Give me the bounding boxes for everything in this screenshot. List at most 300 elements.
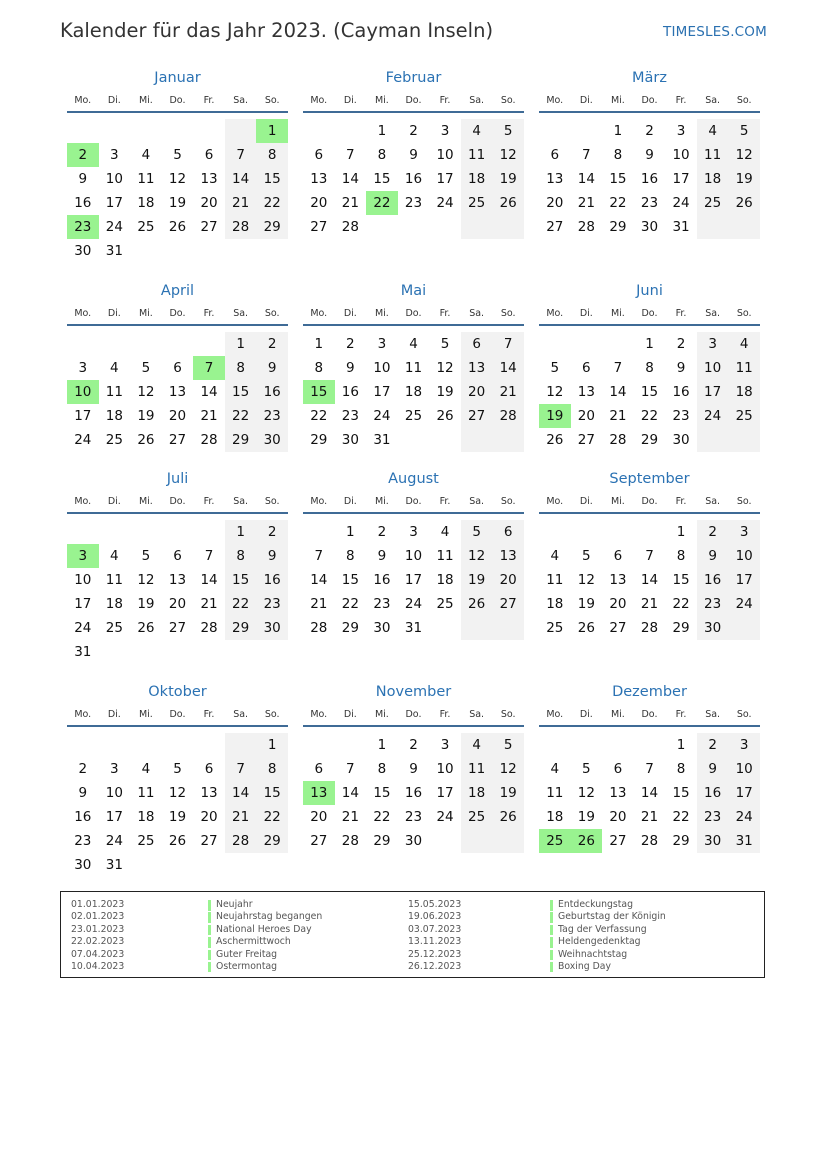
calendar-day: 11: [735, 360, 753, 376]
calendar-day: 16: [672, 384, 690, 400]
calendar-day: 5: [503, 123, 513, 139]
calendar-day: 7: [236, 147, 245, 163]
weekday-label: Di.: [107, 496, 121, 507]
calendar-day: 20: [168, 408, 187, 424]
legend-date: 01.01.2023: [71, 899, 125, 910]
calendar-day: 29: [341, 620, 359, 636]
calendar-day: 1: [377, 737, 387, 753]
month-divider: [67, 725, 288, 727]
calendar-day: 19: [468, 572, 486, 588]
calendar-day: 18: [704, 171, 722, 187]
weekday-label: Mo.: [546, 95, 564, 106]
legend-date: 26.12.2023: [408, 960, 462, 972]
calendar-day: 17: [436, 785, 454, 801]
calendar-day: 6: [204, 147, 214, 163]
calendar-day: 23: [341, 408, 359, 424]
calendar-day: 16: [373, 572, 391, 588]
calendar-day: 5: [582, 548, 591, 564]
weekday-label: Sa.: [469, 496, 485, 507]
calendar-day: 7: [503, 336, 513, 352]
calendar-day: 25: [105, 620, 123, 636]
calendar-day: 21: [310, 596, 328, 612]
calendar-day: 26: [546, 432, 564, 448]
calendar-day: 30: [263, 432, 281, 448]
calendar-day: 22: [609, 195, 627, 211]
calendar-day: 4: [708, 123, 717, 139]
calendar-day: 10: [735, 761, 753, 777]
calendar-day: 4: [409, 336, 418, 352]
calendar-day: 21: [341, 195, 359, 211]
calendar-day: 2: [409, 123, 418, 139]
calendar-day: 17: [672, 171, 690, 187]
calendar-day: 10: [436, 147, 454, 163]
calendar-day: 27: [168, 432, 187, 448]
weekday-label: So.: [736, 308, 752, 319]
month-name: März: [632, 70, 667, 86]
calendar-day: 17: [704, 384, 722, 400]
calendar-day: 26: [168, 219, 187, 235]
calendar-day: 9: [267, 548, 277, 564]
month-name: Oktober: [148, 684, 207, 700]
calendar-day: 28: [499, 408, 517, 424]
weekday-label: Di.: [107, 709, 121, 720]
calendar-day: 3: [110, 761, 119, 777]
calendar-day: 12: [577, 572, 595, 588]
weekday-label: So.: [264, 496, 280, 507]
holiday-day: 1: [256, 119, 288, 143]
weekday-label: Sa.: [705, 95, 721, 106]
calendar-day: 12: [168, 785, 187, 801]
calendar-day: 24: [74, 620, 92, 636]
calendar-day: 24: [105, 833, 123, 849]
calendar-day: 20: [310, 195, 328, 211]
calendar-day: 18: [546, 596, 564, 612]
holiday-day: 26: [571, 829, 603, 853]
calendar-day: 13: [168, 572, 187, 588]
calendar-day: 28: [232, 833, 250, 849]
weekday-label: So.: [500, 709, 516, 720]
calendar-day: 16: [74, 809, 92, 825]
month-divider: [303, 512, 524, 514]
calendar-day: 4: [472, 123, 481, 139]
weekday-label: Sa.: [233, 308, 249, 319]
calendar-day: 24: [373, 408, 391, 424]
calendar-day: 20: [499, 572, 517, 588]
calendar-day: 21: [341, 809, 359, 825]
weekday-label: Mi.: [138, 308, 153, 319]
calendar-day: 2: [346, 336, 355, 352]
calendar-day: 16: [404, 171, 423, 187]
calendar-day: 12: [137, 572, 155, 588]
calendar-day: 16: [404, 785, 423, 801]
calendar-day: 5: [141, 360, 151, 376]
calendar-day: 1: [346, 524, 355, 540]
weekday-label: So.: [736, 709, 752, 720]
calendar-day: 2: [78, 761, 88, 777]
weekday-label: Fr.: [203, 308, 215, 319]
weekday-label: Fr.: [439, 95, 451, 106]
month-4: [67, 283, 288, 503]
calendar-day: 11: [546, 572, 564, 588]
calendar-day: 19: [577, 596, 595, 612]
holiday-legend: [60, 891, 765, 978]
calendar-day: 31: [105, 857, 123, 873]
calendar-day: 13: [546, 171, 564, 187]
calendar-day: 9: [409, 147, 418, 163]
calendar-day: 29: [232, 620, 250, 636]
weekday-label: Sa.: [469, 709, 485, 720]
calendar-day: 3: [708, 336, 717, 352]
calendar-day: 12: [577, 785, 595, 801]
calendar-day: 12: [436, 360, 454, 376]
weekday-label: So.: [264, 95, 280, 106]
calendar-day: 18: [137, 809, 155, 825]
holiday-day: 22: [366, 191, 398, 215]
weekday-label: Mi.: [374, 709, 389, 720]
calendar-day: 4: [440, 524, 450, 540]
calendar-day: 26: [137, 620, 155, 636]
weekday-label: Mi.: [138, 709, 153, 720]
calendar-day: 20: [468, 384, 486, 400]
calendar-day: 23: [704, 596, 722, 612]
calendar-day: 21: [232, 195, 250, 211]
calendar-day: 29: [672, 620, 690, 636]
month-divider: [303, 725, 524, 727]
calendar-day: 8: [377, 147, 387, 163]
legend-date: 03.07.2023: [408, 923, 462, 935]
legend-date: 02.01.2023: [71, 911, 125, 923]
weekday-label: Di.: [343, 95, 357, 106]
calendar-day: 26: [499, 195, 517, 211]
weekday-label: Do.: [405, 308, 422, 319]
month-8: [303, 471, 524, 691]
calendar-day: 12: [137, 384, 155, 400]
month-10: [67, 684, 288, 904]
calendar-day: 23: [263, 596, 281, 612]
calendar-day: 29: [373, 833, 391, 849]
calendar-day: 28: [577, 219, 595, 235]
weekday-label: Do.: [641, 709, 658, 720]
calendar-day: 17: [436, 171, 454, 187]
calendar-day: 19: [137, 596, 155, 612]
calendar-day: 14: [640, 785, 659, 801]
calendar-day: 8: [676, 548, 686, 564]
calendar-day: 20: [310, 809, 328, 825]
calendar-day: 25: [105, 432, 123, 448]
calendar-day: 12: [468, 548, 486, 564]
weekday-label: Di.: [579, 308, 593, 319]
calendar-day: 1: [236, 524, 245, 540]
calendar-day: 2: [708, 524, 717, 540]
calendar-day: 31: [404, 620, 423, 636]
month-name: Juli: [166, 471, 189, 487]
calendar-day: 24: [404, 596, 423, 612]
calendar-day: 15: [672, 572, 690, 588]
calendar-day: 3: [739, 737, 749, 753]
weekday-label: So.: [736, 496, 752, 507]
calendar-day: 1: [236, 336, 245, 352]
weekday-label: So.: [500, 95, 516, 106]
calendar-day: 14: [200, 384, 218, 400]
weekday-label: Mo.: [310, 95, 328, 106]
weekday-label: Mi.: [610, 496, 625, 507]
calendar-day: 29: [672, 833, 690, 849]
calendar-day: 7: [645, 548, 654, 564]
calendar-day: 27: [468, 408, 486, 424]
calendar-day: 1: [613, 123, 623, 139]
calendar-day: 19: [137, 408, 155, 424]
calendar-day: 5: [739, 123, 749, 139]
calendar-day: 25: [436, 596, 454, 612]
calendar-day: 13: [609, 785, 627, 801]
calendar-day: 15: [609, 171, 627, 187]
calendar-day: 19: [168, 195, 187, 211]
calendar-day: 8: [236, 360, 245, 376]
calendar-day: 31: [735, 833, 753, 849]
calendar-day: 11: [704, 147, 722, 163]
legend-holiday-name: Entdeckungstag: [550, 899, 666, 911]
calendar-day: 21: [577, 195, 595, 211]
weekday-label: Fr.: [675, 308, 687, 319]
calendar-day: 27: [546, 219, 564, 235]
calendar-day: 10: [704, 360, 722, 376]
calendar-day: 11: [105, 384, 123, 400]
weekday-label: Fr.: [675, 496, 687, 507]
calendar-day: 23: [404, 195, 423, 211]
weekday-label: Do.: [405, 496, 422, 507]
calendar-day: 10: [404, 548, 423, 564]
calendar-day: 6: [613, 548, 623, 564]
calendar-day: 9: [377, 548, 387, 564]
calendar-day: 1: [645, 336, 654, 352]
calendar-day: 14: [577, 171, 595, 187]
calendar-day: 24: [105, 219, 123, 235]
calendar-day: 28: [341, 219, 359, 235]
calendar-day: 18: [735, 384, 753, 400]
calendar-day: 16: [640, 171, 659, 187]
weekday-label: Mi.: [138, 95, 153, 106]
calendar-day: 10: [105, 171, 123, 187]
calendar-day: 13: [200, 785, 218, 801]
calendar-day: 24: [436, 809, 454, 825]
month-name: August: [388, 471, 439, 487]
calendar-day: 24: [704, 408, 722, 424]
calendar-day: 12: [168, 171, 187, 187]
legend-holiday-name: Geburtstag der Königin: [550, 911, 666, 923]
weekday-label: Sa.: [705, 709, 721, 720]
weekday-label: Di.: [343, 308, 357, 319]
month-divider: [67, 111, 288, 113]
calendar-day: 16: [263, 572, 281, 588]
calendar-day: 3: [440, 737, 450, 753]
month-divider: [539, 324, 760, 326]
calendar-day: 20: [200, 809, 218, 825]
weekday-label: Do.: [405, 709, 422, 720]
calendar-day: 28: [310, 620, 328, 636]
weekday-label: Mi.: [374, 308, 389, 319]
calendar-day: 22: [341, 596, 359, 612]
weekday-label: Mo.: [310, 496, 328, 507]
calendar-day: 17: [74, 596, 92, 612]
calendar-day: 3: [78, 360, 88, 376]
calendar-day: 25: [137, 833, 155, 849]
calendar-day: 4: [739, 336, 749, 352]
legend-holiday-name: Heldengedenktag: [550, 936, 666, 948]
weekday-label: Mi.: [374, 496, 389, 507]
calendar-day: 8: [377, 761, 387, 777]
calendar-day: 16: [341, 384, 359, 400]
month-name: November: [375, 684, 452, 700]
calendar-day: 30: [704, 833, 722, 849]
calendar-day: 4: [472, 737, 481, 753]
calendar-day: 12: [735, 147, 753, 163]
calendar-day: 14: [640, 572, 659, 588]
weekday-label: Mo.: [546, 496, 564, 507]
calendar-day: 10: [373, 360, 391, 376]
calendar-day: 29: [232, 432, 250, 448]
calendar-day: 5: [173, 147, 182, 163]
weekday-label: So.: [500, 496, 516, 507]
calendar-day: 15: [263, 171, 281, 187]
weekday-label: Mo.: [310, 709, 328, 720]
calendar-day: 13: [577, 384, 595, 400]
month-name: Mai: [400, 283, 427, 299]
calendar-day: 1: [267, 737, 277, 753]
calendar-day: 14: [232, 785, 250, 801]
calendar-day: 3: [409, 524, 418, 540]
weekday-label: Sa.: [705, 308, 721, 319]
calendar-day: 8: [267, 147, 277, 163]
weekday-label: Do.: [169, 709, 186, 720]
holiday-day: 23: [67, 215, 99, 239]
legend-dates-col-2: [408, 899, 461, 973]
calendar-day: 7: [346, 147, 355, 163]
calendar-day: 2: [645, 123, 654, 139]
calendar-day: 29: [640, 432, 659, 448]
calendar-day: 11: [137, 785, 155, 801]
calendar-day: 23: [640, 195, 659, 211]
calendar-day: 24: [735, 596, 753, 612]
month-3: [539, 70, 760, 290]
weekday-label: Fr.: [203, 709, 215, 720]
weekday-label: Mi.: [610, 95, 625, 106]
calendar-day: 17: [404, 572, 423, 588]
month-12: [539, 684, 760, 904]
weekday-label: Fr.: [203, 95, 215, 106]
calendar-day: 22: [672, 596, 690, 612]
month-name: Februar: [385, 70, 442, 86]
calendar-day: 5: [440, 336, 450, 352]
weekday-label: Di.: [579, 709, 593, 720]
calendar-day: 30: [263, 620, 281, 636]
weekday-label: Do.: [641, 496, 658, 507]
calendar-day: 9: [267, 360, 277, 376]
calendar-day: 7: [204, 548, 214, 564]
weekday-label: So.: [264, 308, 280, 319]
legend-holiday-name: Guter Freitag: [208, 949, 322, 961]
site-link[interactable]: TIMESLES.COM: [663, 24, 767, 40]
month-divider: [67, 512, 288, 514]
calendar-day: 26: [577, 620, 595, 636]
calendar-day: 10: [735, 548, 753, 564]
calendar-day: 13: [609, 572, 627, 588]
legend-names-col-2: [550, 899, 666, 973]
legend-holiday-name: Boxing Day: [550, 961, 666, 973]
calendar-day: 30: [404, 833, 423, 849]
month-2: [303, 70, 524, 290]
calendar-day: 16: [263, 384, 281, 400]
calendar-day: 30: [640, 219, 659, 235]
legend-date: 25.12.2023: [408, 948, 462, 960]
calendar-day: 18: [105, 408, 123, 424]
calendar-day: 15: [373, 785, 391, 801]
calendar-day: 13: [200, 171, 218, 187]
legend-names-col-1: [208, 899, 322, 973]
calendar-day: 4: [141, 147, 151, 163]
calendar-day: 11: [137, 171, 155, 187]
calendar-day: 11: [404, 360, 423, 376]
legend-date: 13.11.2023: [408, 936, 462, 948]
calendar-day: 2: [377, 524, 387, 540]
calendar-day: 20: [200, 195, 218, 211]
calendar-day: 6: [550, 147, 560, 163]
calendar-day: 19: [499, 171, 517, 187]
calendar-day: 9: [409, 761, 418, 777]
weekday-label: Fr.: [439, 709, 451, 720]
calendar-day: 20: [609, 809, 627, 825]
weekday-label: Fr.: [675, 95, 687, 106]
calendar-day: 28: [341, 833, 359, 849]
calendar-day: 8: [346, 548, 355, 564]
calendar-day: 17: [735, 785, 753, 801]
calendar-day: 6: [173, 360, 182, 376]
calendar-day: 4: [550, 761, 560, 777]
calendar-day: 6: [314, 761, 324, 777]
calendar-day: 14: [341, 171, 359, 187]
calendar-day: 21: [200, 596, 218, 612]
calendar-day: 21: [609, 408, 627, 424]
calendar-day: 6: [173, 548, 182, 564]
calendar-day: 7: [645, 761, 654, 777]
calendar-day: 3: [110, 147, 119, 163]
month-name: September: [609, 471, 690, 487]
month-divider: [539, 725, 760, 727]
calendar-day: 10: [672, 147, 690, 163]
calendar-day: 1: [314, 336, 324, 352]
month-7: [67, 471, 288, 691]
calendar-day: 7: [613, 360, 623, 376]
calendar-day: 12: [499, 147, 517, 163]
calendar-day: 27: [168, 620, 187, 636]
month-divider: [303, 324, 524, 326]
calendar-day: 6: [613, 761, 623, 777]
calendar-day: 12: [546, 384, 564, 400]
legend-holiday-name: Aschermittwoch: [208, 936, 322, 948]
calendar-day: 14: [609, 384, 627, 400]
legend-date: 23.01.2023: [71, 923, 125, 935]
calendar-day: 21: [499, 384, 517, 400]
weekday-label: Do.: [641, 308, 658, 319]
calendar-day: 5: [582, 761, 591, 777]
calendar-day: 18: [468, 785, 486, 801]
calendar-day: 26: [499, 809, 517, 825]
calendar-day: 6: [314, 147, 324, 163]
calendar-day: 28: [232, 219, 250, 235]
calendar-day: 21: [232, 809, 250, 825]
calendar-day: 26: [137, 432, 155, 448]
calendar-day: 8: [645, 360, 654, 376]
calendar-day: 29: [609, 219, 627, 235]
